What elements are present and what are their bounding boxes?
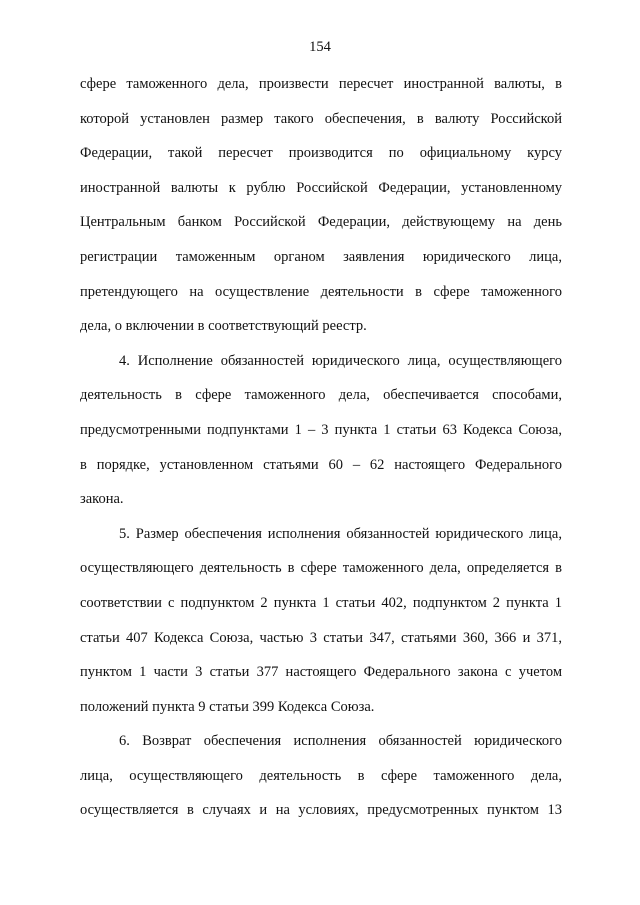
text-line: пунктом 1 части 3 статьи 377 настоящего Федерального закона с учетом — [80, 664, 562, 681]
text-line: предусмотренными подпунктами 1 – 3 пункта 1 статьи 63 Кодекса Союза, — [80, 421, 562, 438]
text-line: иностранной валюты к рублю Российской Федерации, установленному — [80, 179, 562, 196]
paragraph-item-4 — [80, 351, 562, 524]
text-line: 4. Исполнение обязанностей юридического лица, осуществляющего — [119, 352, 562, 369]
text-line: статьи 407 Кодекса Союза, частью 3 статьи 347, статьями 360, 366 и 371, — [80, 629, 562, 646]
text-line: претендующего на осуществление деятельности в сфере таможенного — [80, 283, 562, 300]
text-line: деятельность в сфере таможенного дела, обеспечивается способами, — [80, 387, 562, 404]
page-number: 154 — [309, 39, 331, 55]
text-line: Федерации, такой пересчет производится по официальному курсу — [80, 145, 562, 162]
document-body — [80, 74, 562, 835]
paragraph-item-6 — [80, 731, 562, 835]
text-line: осуществляется в случаях и на условиях, предусмотренных пунктом 13 — [80, 802, 562, 819]
text-line: осуществляющего деятельность в сфере таможенного дела, определяется в — [80, 560, 562, 577]
text-line: в порядке, установленном статьями 60 – 62 настоящего Федерального — [80, 456, 562, 473]
text-line: которой установлен размер такого обеспечения, в валюту Российской — [80, 110, 562, 127]
paragraph-continuation — [80, 74, 562, 351]
text-line: положений пункта 9 статьи 399 Кодекса Союза. — [80, 698, 375, 715]
text-line: закона. — [80, 491, 124, 508]
text-line: 5. Размер обеспечения исполнения обязанностей юридического лица, — [119, 525, 562, 542]
text-line: сфере таможенного дела, произвести пересчет иностранной валюты, в — [80, 76, 562, 92]
text-line: 6. Возврат обеспечения исполнения обязанностей юридического — [119, 733, 562, 750]
text-line: лица, осуществляющего деятельность в сфере таможенного дела, — [80, 767, 562, 784]
text-line: дела, о включении в соответствующий реестр. — [80, 318, 367, 335]
paragraph-item-5 — [80, 524, 562, 732]
text-line: соответствии с подпунктом 2 пункта 1 статьи 402, подпунктом 2 пункта 1 — [80, 594, 562, 611]
text-line: регистрации таможенным органом заявления юридического лица, — [80, 248, 562, 265]
text-line: Центральным банком Российской Федерации, действующему на день — [80, 214, 562, 231]
